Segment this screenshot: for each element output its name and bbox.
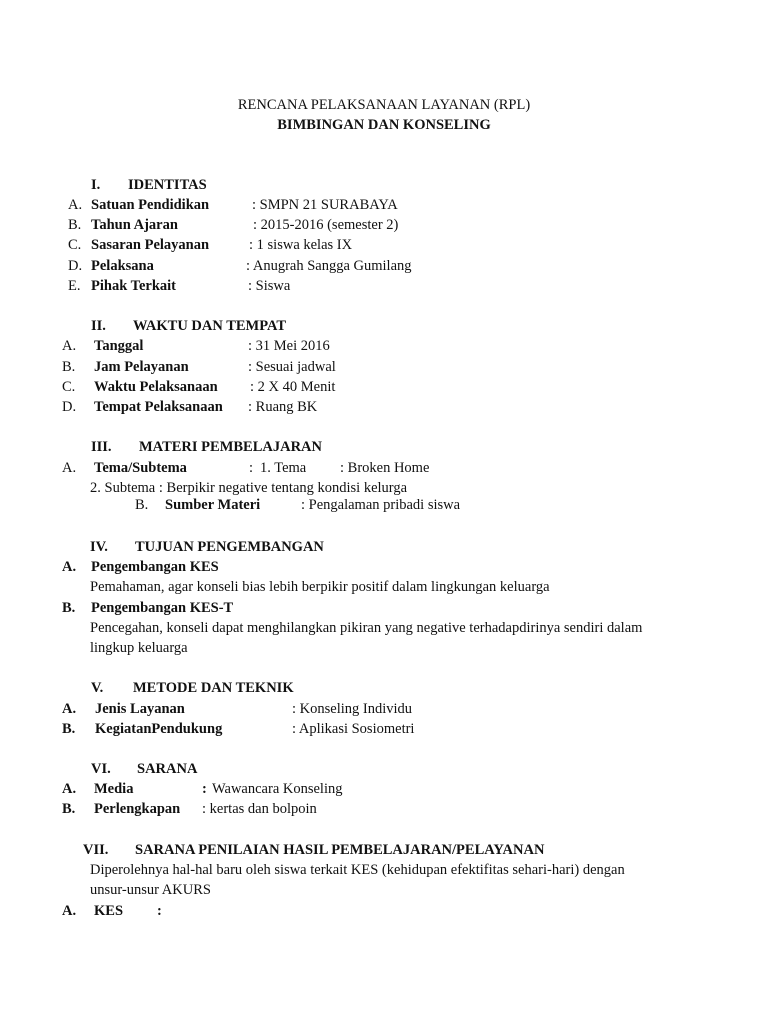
materi-a-label: Tema/Subtema xyxy=(94,460,187,476)
identitas-e-label: Pihak Terkait xyxy=(91,278,177,294)
metode-a-letter: A. xyxy=(62,701,77,717)
tema-value: : Broken Home xyxy=(340,460,430,476)
penilaian-a-label: KES xyxy=(94,903,124,919)
waktu-a-label: Tanggal xyxy=(94,338,144,354)
identitas-d-value: : Anugrah Sangga Gumilang xyxy=(246,258,412,274)
waktu-b-label: Jam Pelayanan xyxy=(94,359,189,375)
metode-b-label: KegiatanPendukung xyxy=(95,721,223,737)
section-1-title: IDENTITAS xyxy=(128,177,207,193)
identitas-a-letter: A. xyxy=(68,197,83,213)
section-2-title: WAKTU DAN TEMPAT xyxy=(133,318,287,334)
waktu-c-label: Waktu Pelaksanaan xyxy=(94,379,218,395)
waktu-a-letter: A. xyxy=(62,338,77,354)
waktu-c-value: : 2 X 40 Menit xyxy=(250,379,336,395)
subtema-line: 2. Subtema : Berpikir negative tentang kondisi kelurga xyxy=(90,480,408,496)
sarana-a-colon: : xyxy=(202,781,207,797)
penilaian-text-1: Diperolehnya hal-hal baru oleh siswa terkait KES (kehidupan efektifitas sehari-hari) dengan xyxy=(90,862,625,878)
section-5-number: V. xyxy=(91,680,104,696)
materi-a-letter: A. xyxy=(62,460,77,476)
metode-a-value: : Konseling Individu xyxy=(292,701,413,717)
tujuan-b-label: Pengembangan KES-T xyxy=(91,600,234,616)
document-subtitle: BIMBINGAN DAN KONSELING xyxy=(277,117,491,133)
waktu-b-letter: B. xyxy=(62,359,76,375)
identitas-c-value: : 1 siswa kelas IX xyxy=(249,237,353,253)
section-4-number: IV. xyxy=(90,539,108,555)
section-2-number: II. xyxy=(91,318,106,334)
section-7-title: SARANA PENILAIAN HASIL PEMBELAJARAN/PELAYANAN xyxy=(135,842,545,858)
waktu-d-value: : Ruang BK xyxy=(248,399,318,415)
tujuan-b-text-1: Pencegahan, konseli dapat menghilangkan pikiran yang negative terhadapdirinya sendiri dalam xyxy=(90,620,643,636)
sarana-a-letter: A. xyxy=(62,781,77,797)
sarana-b-label: Perlengkapan xyxy=(94,801,181,817)
section-4-title: TUJUAN PENGEMBANGAN xyxy=(135,539,324,555)
waktu-c-letter: C. xyxy=(62,379,76,395)
sarana-b-value: : kertas dan bolpoin xyxy=(202,801,317,817)
identitas-c-label: Sasaran Pelayanan xyxy=(91,237,210,253)
waktu-d-letter: D. xyxy=(62,399,77,415)
materi-a-colon: : xyxy=(249,460,254,476)
tujuan-a-label: Pengembangan KES xyxy=(91,559,219,575)
section-6-title: SARANA xyxy=(137,761,198,777)
metode-a-label: Jenis Layanan xyxy=(95,701,185,717)
penilaian-a-letter: A. xyxy=(62,903,77,919)
materi-b-value: : Pengalaman pribadi siswa xyxy=(301,497,461,513)
tema-label: 1. Tema xyxy=(260,460,307,476)
section-1-number: I. xyxy=(91,177,101,193)
waktu-b-value: : Sesuai jadwal xyxy=(248,359,336,375)
identitas-a-label: Satuan Pendidikan xyxy=(91,197,210,213)
penilaian-a-colon: : xyxy=(157,903,162,919)
identitas-d-letter: D. xyxy=(68,258,83,274)
materi-b-label: Sumber Materi xyxy=(165,497,261,513)
section-3-number: III. xyxy=(91,439,112,455)
section-5-title: METODE DAN TEKNIK xyxy=(133,680,294,696)
identitas-e-letter: E. xyxy=(68,278,81,294)
sarana-a-value: Wawancara Konseling xyxy=(212,781,343,797)
identitas-b-letter: B. xyxy=(68,217,82,233)
waktu-a-value: : 31 Mei 2016 xyxy=(248,338,330,354)
metode-b-value: : Aplikasi Sosiometri xyxy=(292,721,415,737)
tujuan-b-letter: B. xyxy=(62,600,76,616)
identitas-b-value: : 2015-2016 (semester 2) xyxy=(253,217,399,233)
identitas-e-value: : Siswa xyxy=(248,278,291,294)
document-title: RENCANA PELAKSANAAN LAYANAN (RPL) xyxy=(237,97,531,113)
identitas-c-letter: C. xyxy=(68,237,82,253)
identitas-a-value: : SMPN 21 SURABAYA xyxy=(252,197,398,213)
metode-b-letter: B. xyxy=(62,721,76,737)
tujuan-a-letter: A. xyxy=(62,559,77,575)
materi-b-letter: B. xyxy=(135,497,149,513)
penilaian-text-2: unsur-unsur AKURS xyxy=(90,882,211,898)
section-7-number: VII. xyxy=(83,842,109,858)
tujuan-b-text-2: lingkup keluarga xyxy=(90,640,188,656)
section-6-number: VI. xyxy=(91,761,111,777)
identitas-d-label: Pelaksana xyxy=(91,258,154,274)
section-3-title: MATERI PEMBELAJARAN xyxy=(139,439,322,455)
identitas-b-label: Tahun Ajaran xyxy=(91,217,178,233)
sarana-b-letter: B. xyxy=(62,801,76,817)
waktu-d-label: Tempat Pelaksanaan xyxy=(94,399,223,415)
sarana-a-label: Media xyxy=(94,781,134,797)
tujuan-a-text: Pemahaman, agar konseli bias lebih berpikir positif dalam lingkungan keluarga xyxy=(90,579,550,595)
